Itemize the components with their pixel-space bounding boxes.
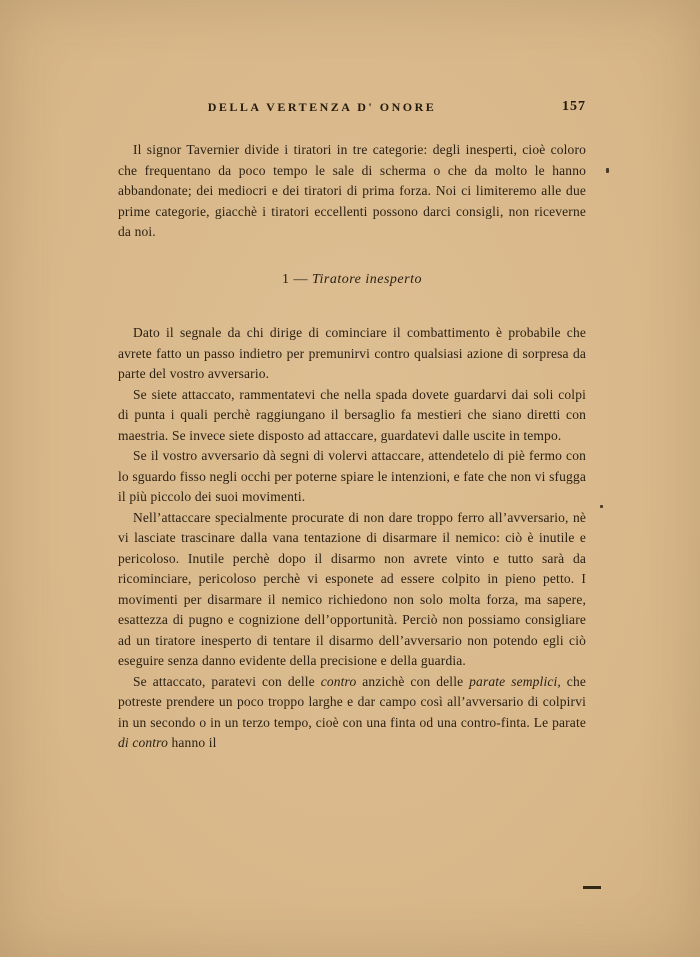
page-number: 157 — [562, 99, 586, 114]
ink-speck — [606, 168, 609, 173]
paragraph — [118, 446, 586, 508]
section-heading — [118, 270, 586, 291]
paragraph — [118, 385, 586, 447]
printer-dash-mark — [583, 886, 601, 889]
paragraph — [118, 672, 586, 754]
page-content — [118, 140, 586, 754]
text-run: , che potreste prendere un poco troppo larghe e dar campo così all’avversario di colpirvi in un secondo o in un terzo tempo, cioè con una finta od una contro-finta. Le parate — [118, 673, 586, 730]
text-block — [118, 100, 586, 754]
paragraph — [118, 508, 586, 672]
paragraph — [118, 140, 586, 243]
text-run: hanno il — [167, 735, 217, 750]
text-run: Se siete attaccato, rammentatevi che nella spada dovete guardarvi dai soli colpi di punta i quali perchè raggiungano il bersaglio fa mestieri che siano diretti con maestria. Se invece siete disposto ad attaccare, guardatevi dalle uscite in tempo. — [118, 386, 586, 443]
italic-text-run: contro — [320, 673, 357, 689]
text-run: anzichè con delle — [356, 673, 470, 689]
italic-text-run: di contro — [118, 735, 168, 750]
running-header — [118, 100, 586, 124]
running-title: DELLA VERTENZA D' ONORE — [207, 100, 437, 114]
text-run: Se attaccato, paratevi con delle — [133, 673, 321, 689]
ink-speck — [600, 505, 603, 508]
text-run: Nell’attaccare specialmente procurate di non dare troppo ferro all’avversario, nè vi lasciate trascinare dalla vana tentazione di disarmare il nemico: ciò è inutile e pericoloso. Inutile perchè dopo il disarmo non avrete vinto e tutto sarà da ricominciare, pericoloso perchè vi esponete ad essere colpito in pieno petto. I movimenti per disarmare il nemico richiedono non solo molta forza, ma sapere, esattezza di pugno e cognizione dell’opportunità. Perciò non possiamo consigliare ad un tiratore inesperto di tentare il disarmo dell’avversario non potendo egli ciò eseguire senza danno evidente della precisione e della guardia. — [118, 509, 586, 668]
text-run: Se il vostro avversario dà segni di volervi attaccare, attendetelo di piè fermo con lo sguardo fisso negli occhi per poterne spiare le intenzioni, e fate che non vi sfugga il più piccolo dei suoi movimenti. — [118, 448, 586, 504]
text-run: Dato il segnale da chi dirige di cominciare il combattimento è probabile che avrete fatto un passo indietro per premunirvi contro qualsiasi azione di sorpresa da parte del vostro avversario. — [118, 325, 586, 381]
text-run: 1 — — [282, 271, 312, 287]
italic-text-run: Tiratore inesperto — [312, 271, 422, 287]
italic-text-run: parate semplici — [469, 673, 558, 689]
text-run: Il signor Tavernier divide i tiratori in tre categorie: degli inesperti, cioè coloro che frequentano da poco tempo le sale di scherma o che da molto le hanno abbandonate; dei mediocri e dei tiratori di prima forza. Noi ci limiteremo alle due prime categorie, giacchè i tiratori eccellenti possono darci consigli, non riceverne da noi. — [118, 142, 586, 239]
paragraph — [118, 323, 586, 385]
